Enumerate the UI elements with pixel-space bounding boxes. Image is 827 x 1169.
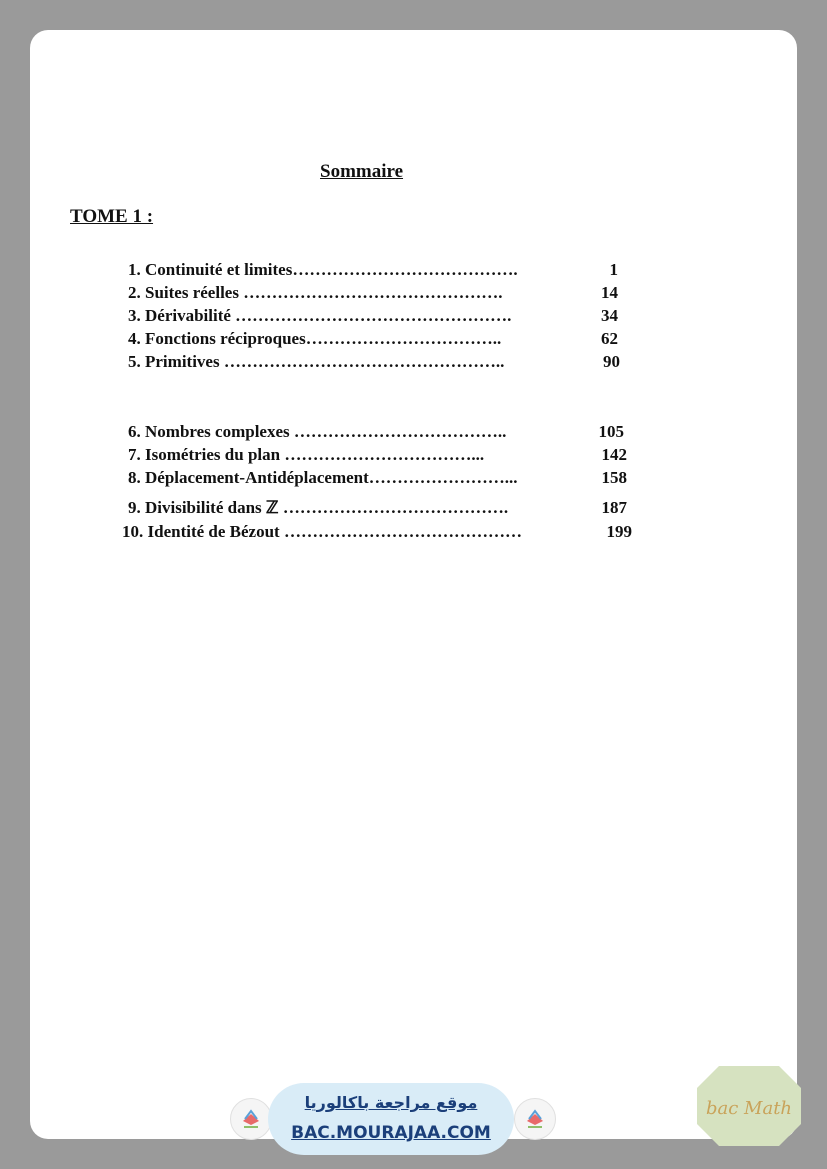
toc-entry-label: 9. Divisibilité dans ℤ (128, 498, 279, 517)
toc-entry-label: 6. Nombres complexes (128, 422, 290, 441)
toc-entry-label: 7. Isométries du plan (128, 445, 281, 464)
toc-entry (128, 498, 508, 518)
toc-page-number: 14 (601, 283, 618, 302)
site-banner[interactable] (268, 1083, 514, 1155)
toc-leader: …………………………………… (279, 522, 522, 541)
toc-page-number: 199 (606, 522, 632, 541)
bac-math-logo-text: bac Math (705, 1098, 793, 1119)
toc-leader: ………………………………………….. (219, 352, 505, 371)
tome-heading: TOME 1 : (70, 206, 154, 227)
toc-entry-label: 3. Dérivabilité (128, 306, 231, 325)
site-logo-icon (230, 1098, 272, 1140)
toc-leader: ……………………………... (280, 445, 485, 464)
document-page (30, 30, 797, 1139)
toc-page-number: 1 (609, 260, 618, 279)
site-logo-icon (514, 1098, 556, 1140)
toc-page-number: 187 (601, 498, 627, 517)
site-name-arabic[interactable]: موقع مراجعة باكالوريا (304, 1093, 478, 1112)
toc-page-number: 105 (598, 422, 624, 441)
toc-entry (128, 468, 518, 488)
toc-entry-label: 10. Identité de Bézout (122, 522, 280, 541)
toc-entry-label: 4. Fonctions réciproques (128, 329, 306, 348)
page-title: Sommaire (320, 161, 404, 182)
toc-leader: ………………………………………. (238, 283, 503, 302)
toc-entry-label: 8. Déplacement-Antidéplacement (128, 468, 369, 487)
toc-entry (128, 329, 501, 349)
site-url-link[interactable]: BAC.MOURAJAA.COM (291, 1123, 491, 1143)
toc-leader: …………………………….. (305, 329, 502, 348)
toc-page-number: 90 (603, 352, 620, 371)
bac-math-logo (697, 1066, 801, 1146)
toc-page-number: 62 (601, 329, 618, 348)
toc-leader: ……………………... (368, 468, 518, 487)
toc-leader: …………………………………. (278, 498, 509, 517)
toc-entry (128, 352, 504, 372)
toc-entry (128, 283, 502, 303)
toc-page-number: 158 (601, 468, 627, 487)
toc-entry-label: 2. Suites réelles (128, 283, 239, 302)
toc-entry (128, 260, 518, 280)
toc-entry (128, 306, 511, 326)
toc-page-number: 142 (601, 445, 627, 464)
toc-leader: …………………………………………. (230, 306, 512, 325)
toc-entry (122, 522, 522, 542)
toc-entry-label: 5. Primitives (128, 352, 220, 371)
toc-entry (128, 445, 484, 465)
toc-leader: …………………………………. (292, 260, 518, 279)
toc-entry (128, 422, 506, 442)
toc-leader: ……………………………….. (289, 422, 507, 441)
toc-page-number: 34 (601, 306, 618, 325)
toc-entry-label: 1. Continuité et limites (128, 260, 293, 279)
